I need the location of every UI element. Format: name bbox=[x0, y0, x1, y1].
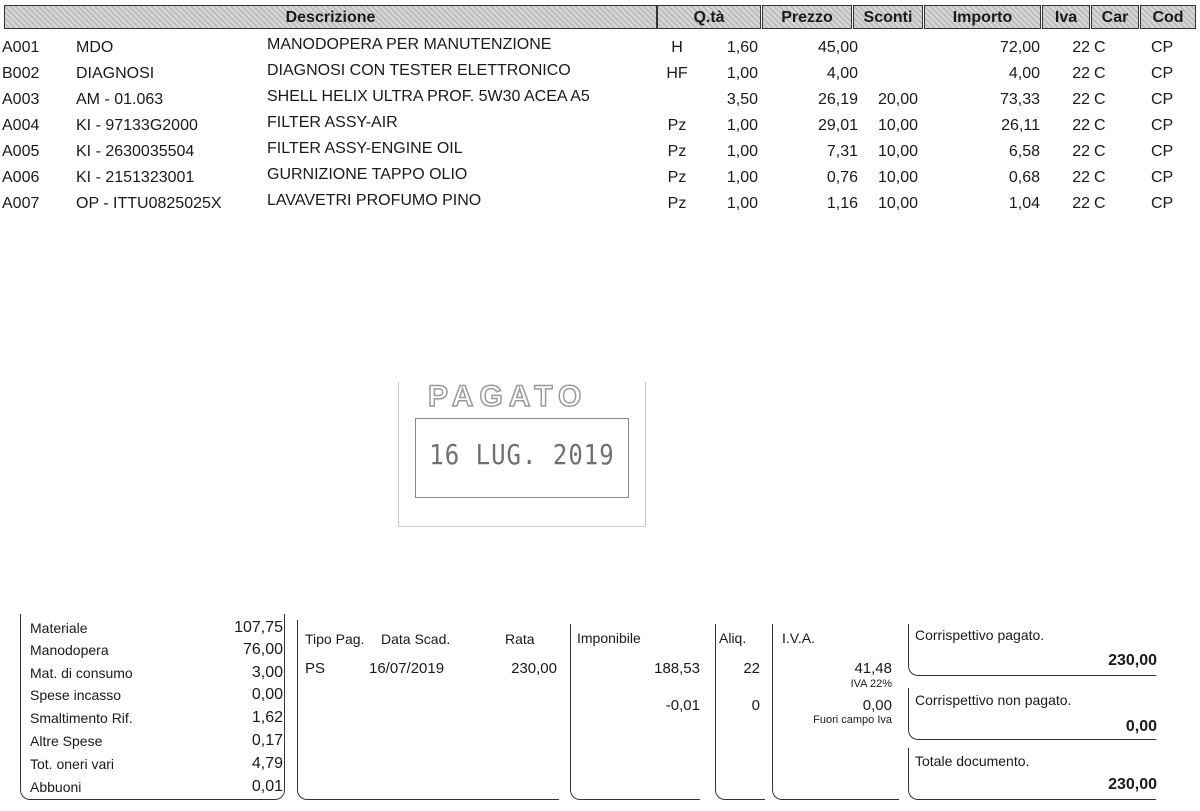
header-descrizione-label: Descrizione bbox=[285, 9, 376, 26]
cost-label: Tot. oneri vari bbox=[30, 756, 115, 772]
item-quantity: 3,50 bbox=[726, 91, 758, 108]
item-unit: Pz bbox=[667, 143, 687, 160]
item-amount: 0,68 bbox=[1008, 169, 1040, 186]
header-cod-label: Cod bbox=[1152, 9, 1184, 26]
item-amount: 6,58 bbox=[1008, 143, 1040, 160]
paid-value: 230,00 bbox=[1108, 652, 1157, 669]
item-car: C bbox=[1094, 143, 1106, 160]
paid-label: Corrispettivo pagato. bbox=[915, 627, 1045, 643]
item-code: A006 bbox=[2, 169, 40, 186]
header-qta-label: Q.tà bbox=[693, 9, 725, 26]
vat-note-2: Fuori campo Iva bbox=[813, 714, 892, 726]
item-code: A003 bbox=[2, 91, 40, 108]
table-row bbox=[0, 88, 1200, 117]
item-quantity: 1,00 bbox=[726, 117, 758, 134]
item-description: SHELL HELIX ULTRA PROF. 5W30 ACEA A5 bbox=[267, 88, 590, 105]
item-cod: CP bbox=[1151, 143, 1174, 160]
item-car: C bbox=[1094, 195, 1106, 212]
item-unit: HF bbox=[666, 65, 688, 82]
item-reference: MDO bbox=[76, 39, 114, 56]
header-iva-label: Iva bbox=[1054, 9, 1078, 26]
item-unit: Pz bbox=[667, 195, 687, 212]
payment-type: PS bbox=[305, 660, 326, 677]
cost-label: Altre Spese bbox=[30, 733, 103, 749]
stamp-inner-frame bbox=[415, 418, 629, 498]
rate-label: Aliq. bbox=[719, 630, 747, 646]
cost-value: 3,00 bbox=[251, 664, 283, 681]
item-vat: 22 bbox=[1072, 117, 1090, 134]
rate-value-1: 22 bbox=[743, 660, 760, 677]
item-quantity: 1,60 bbox=[726, 39, 758, 56]
header-prezzo-label: Prezzo bbox=[781, 9, 833, 26]
total-label: Totale documento. bbox=[915, 753, 1030, 769]
item-code: A004 bbox=[2, 117, 40, 134]
taxable-value-1: 188,53 bbox=[654, 660, 700, 677]
payment-due-date: 16/07/2019 bbox=[369, 660, 445, 677]
item-vat: 22 bbox=[1072, 39, 1090, 56]
cost-value: 107,75 bbox=[234, 619, 283, 636]
item-reference: OP - ITTU0825025X bbox=[76, 195, 222, 212]
item-reference: KI - 97133G2000 bbox=[76, 117, 198, 134]
table-row bbox=[0, 192, 1200, 221]
stamp-date: 16 LUG. 2019 bbox=[429, 438, 615, 472]
cost-label: Manodopera bbox=[30, 642, 109, 658]
item-code: B002 bbox=[2, 65, 40, 82]
cost-value: 0,00 bbox=[251, 686, 283, 703]
item-vat: 22 bbox=[1072, 195, 1090, 212]
header-car bbox=[1091, 5, 1139, 29]
item-quantity: 1,00 bbox=[726, 195, 758, 212]
header-cod bbox=[1140, 5, 1196, 29]
item-description: FILTER ASSY-AIR bbox=[267, 114, 398, 131]
taxable-label: Imponibile bbox=[577, 630, 641, 646]
item-description: FILTER ASSY-ENGINE OIL bbox=[267, 140, 463, 157]
item-reference: KI - 2151323001 bbox=[76, 169, 195, 186]
cost-value: 1,62 bbox=[251, 709, 283, 726]
paid-stamp bbox=[398, 378, 646, 528]
header-descrizione bbox=[4, 5, 657, 29]
item-car: C bbox=[1094, 169, 1106, 186]
item-car: C bbox=[1094, 39, 1106, 56]
item-vat: 22 bbox=[1072, 143, 1090, 160]
table-row bbox=[0, 114, 1200, 143]
item-code: A007 bbox=[2, 195, 40, 212]
item-car: C bbox=[1094, 91, 1106, 108]
payment-installment-label: Rata bbox=[505, 631, 535, 647]
table-row bbox=[0, 166, 1200, 195]
cost-label: Mat. di consumo bbox=[30, 665, 133, 681]
item-price: 29,01 bbox=[817, 117, 858, 134]
header-sconti bbox=[853, 5, 923, 29]
item-unit: H bbox=[671, 39, 683, 56]
item-discount: 10,00 bbox=[877, 117, 918, 134]
item-amount: 72,00 bbox=[999, 39, 1040, 56]
cost-value: 0,01 bbox=[251, 778, 283, 795]
item-description: LAVAVETRI PROFUMO PINO bbox=[267, 192, 482, 209]
item-cod: CP bbox=[1151, 39, 1174, 56]
total-value: 230,00 bbox=[1108, 776, 1157, 793]
header-importo bbox=[924, 5, 1041, 29]
vat-value-1: 41,48 bbox=[854, 660, 892, 677]
item-price: 1,16 bbox=[826, 195, 858, 212]
item-description: MANODOPERA PER MANUTENZIONE bbox=[267, 36, 552, 53]
taxable-value-2: -0,01 bbox=[665, 697, 700, 714]
vat-label: I.V.A. bbox=[782, 630, 815, 646]
item-price: 26,19 bbox=[817, 91, 858, 108]
header-iva bbox=[1042, 5, 1090, 29]
vat-note-1: IVA 22% bbox=[850, 678, 892, 690]
item-price: 7,31 bbox=[826, 143, 858, 160]
item-code: A001 bbox=[2, 39, 40, 56]
header-car-label: Car bbox=[1101, 9, 1129, 26]
cost-label: Materiale bbox=[30, 620, 88, 636]
payment-installment: 230,00 bbox=[511, 660, 557, 677]
item-description: DIAGNOSI CON TESTER ELETTRONICO bbox=[267, 62, 571, 79]
item-vat: 22 bbox=[1072, 91, 1090, 108]
header-prezzo bbox=[762, 5, 852, 29]
header-importo-label: Importo bbox=[952, 9, 1013, 26]
payment-box bbox=[297, 620, 559, 800]
item-amount: 4,00 bbox=[1008, 65, 1040, 82]
item-discount: 10,00 bbox=[877, 195, 918, 212]
item-description: GURNIZIONE TAPPO OLIO bbox=[267, 166, 468, 183]
item-quantity: 1,00 bbox=[726, 169, 758, 186]
item-quantity: 1,00 bbox=[726, 65, 758, 82]
item-amount: 73,33 bbox=[999, 91, 1040, 108]
item-price: 4,00 bbox=[826, 65, 858, 82]
table-row bbox=[0, 36, 1200, 65]
header-qta bbox=[657, 5, 761, 29]
unpaid-label: Corrispettivo non pagato. bbox=[915, 692, 1072, 708]
payment-type-label: Tipo Pag. bbox=[305, 631, 365, 647]
stamp-title: PAGATO bbox=[428, 380, 588, 413]
vat-value-2: 0,00 bbox=[862, 697, 892, 714]
item-reference: DIAGNOSI bbox=[76, 65, 155, 82]
item-reference: AM - 01.063 bbox=[76, 91, 164, 108]
item-cod: CP bbox=[1151, 169, 1174, 186]
item-discount: 10,00 bbox=[877, 169, 918, 186]
item-quantity: 1,00 bbox=[726, 143, 758, 160]
item-cod: CP bbox=[1151, 65, 1174, 82]
payment-due-date-label: Data Scad. bbox=[381, 631, 451, 647]
table-row bbox=[0, 62, 1200, 91]
item-amount: 26,11 bbox=[1001, 117, 1040, 134]
item-reference: KI - 2630035504 bbox=[76, 143, 195, 160]
item-discount: 20,00 bbox=[877, 91, 918, 108]
cost-label: Spese incasso bbox=[30, 687, 122, 703]
cost-label: Abbuoni bbox=[30, 779, 82, 795]
item-vat: 22 bbox=[1072, 65, 1090, 82]
item-price: 45,00 bbox=[817, 39, 858, 56]
cost-label: Smaltimento Rif. bbox=[30, 710, 133, 726]
cost-value: 76,00 bbox=[242, 641, 283, 658]
item-unit: Pz bbox=[667, 117, 687, 134]
item-price: 0,76 bbox=[826, 169, 858, 186]
item-car: C bbox=[1094, 117, 1106, 134]
item-discount: 10,00 bbox=[877, 143, 918, 160]
item-cod: CP bbox=[1151, 117, 1174, 134]
cost-value: 4,79 bbox=[251, 755, 283, 772]
item-unit: Pz bbox=[667, 169, 687, 186]
cost-value: 0,17 bbox=[251, 732, 283, 749]
item-amount: 1,04 bbox=[1008, 195, 1040, 212]
header-sconti-label: Sconti bbox=[863, 9, 913, 26]
table-row bbox=[0, 140, 1200, 169]
item-vat: 22 bbox=[1072, 169, 1090, 186]
rate-value-2: 0 bbox=[751, 697, 760, 714]
item-cod: CP bbox=[1151, 195, 1174, 212]
item-car: C bbox=[1094, 65, 1106, 82]
item-code: A005 bbox=[2, 143, 40, 160]
unpaid-value: 0,00 bbox=[1125, 718, 1157, 735]
item-cod: CP bbox=[1151, 91, 1174, 108]
